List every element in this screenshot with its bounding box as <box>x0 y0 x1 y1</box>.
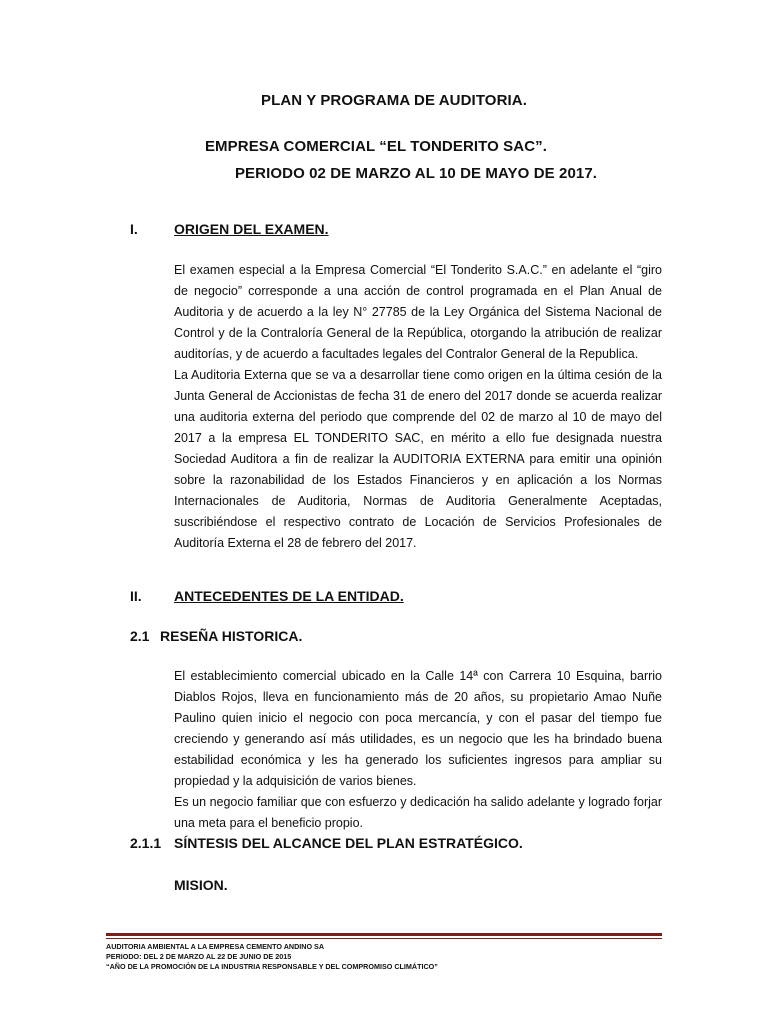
paragraph: El examen especial a la Empresa Comercial “El Tonderito S.A.C.” en adelante el “giro de negocio” corresponde a una acción de control programada en el Plan Anual de Auditoria y de acuerdo a la ley N° 27785 de la Ley Orgánica del Sistema Nacional de Control y de la Contraloría General de la República, otorgando la atribución de realizar auditorías, y de acuerdo a facultades legales del Contralor General de la Republica. <box>174 263 662 361</box>
document-page: PLAN Y PROGRAMA DE AUDITORIA. EMPRESA COMERCIAL “EL TONDERITO SAC”. PERIODO 02 DE MARZO AL 10 DE MAYO DE 2017. I. ORIGEN DEL EXAMEN. El examen especial a la Empresa Comercial “El Tonderito S.A.C.” en adelante el “giro de negocio” corresponde a una acción de control programada en el Plan Anual de Auditoria y de acuerdo a la ley N° 27785 de la Ley Orgánica del Sistema Nacional de Control y de la Contraloría General de la República, otorgando la atribución de realizar auditorías, y de acuerdo a facultades legales del Contralor General de la Republica. La Auditoria Externa que se va a desarrollar tiene como origen en la última cesión de la Junta General de Accionistas de fecha 31 de enero del 2017 donde se acuerda realizar una auditoria externa del periodo que comprende del 02 de marzo al 10 de mayo del 2017 a la empresa EL TONDERITO SAC, en mérito a ello fue designada nuestra Sociedad Auditora a fin de realizar la AUDITORIA EXTERNA para emitir una opinión sobre la razonabilidad de los Estados Financieros y en aplicación a los Normas Internacionales de Auditoria, Normas de Auditoria Generalmente Aceptadas, suscribiéndose el respectivo contrato de Locación de Servicios Profesionales de Auditoría Externa el 28 de febrero del 2017. II. ANTECEDENTES DE LA ENTIDAD. 2.1 RESEÑA HISTORICA. El establecimiento comercial ubicado en la Calle 14ª con Carrera 10 Esquina, barrio Diablos Rojos, lleva en funcionamiento más de 20 años, su propietario Amao Nuñe Paulino quien inicio el negocio con poca mercancía, y con el pasar del tiempo fue creciendo y generando así más utilidades, es un negocio que les ha brindado buena estabilidad económica y les ha generado los suficientes ingresos para ampliar su propiedad y la adquisición de varios bienes. Es un negocio familiar que con esfuerzo y dedicación ha salido adelante y logrado forjar una meta para el beneficio propio. 2.1.1 SÍNTESIS DEL ALCANCE DEL PLAN ESTRATÉGICO. MISION. AUDITORIA AMBIENTAL A LA EMPRESA CEMENTO ANDINO SA PERIODO: DEL 2 DE MARZO AL 22 DE JUNIO DE 2015 “AÑO DE LA PROMOCIÓN DE LA INDUSTRIA RESPONSABLE Y DEL COMPROMISO CLIMÁTICO” <box>0 0 768 1024</box>
paragraph: Es un negocio familiar que con esfuerzo y dedicación ha salido adelante y logrado forjar una meta para el beneficio propio. <box>174 795 662 830</box>
paragraph: La Auditoria Externa que se va a desarrollar tiene como origen en la última cesión de la Junta General de Accionistas de fecha 31 de enero del 2017 donde se acuerda realizar una auditoria externa del periodo que comprende del 02 de marzo al 10 de mayo del 2017 a la empresa EL TONDERITO SAC, en mérito a ello fue designada nuestra Sociedad Auditora a fin de realizar la AUDITORIA EXTERNA para emitir una opinión sobre la razonabilidad de los Estados Financieros y en aplicación a los Normas Internacionales de Auditoria, Normas de Auditoria Generalmente Aceptadas, suscribiéndose el respectivo contrato de Locación de Servicios Profesionales de Auditoría Externa el 28 de febrero del 2017. <box>174 368 662 550</box>
subsection-heading: SÍNTESIS DEL ALCANCE DEL PLAN ESTRATÉGICO. <box>174 835 523 851</box>
company-title: EMPRESA COMERCIAL “EL TONDERITO SAC”. <box>204 138 548 155</box>
footer-rule <box>106 933 662 936</box>
subsection-heading: RESEÑA HISTORICA. <box>160 628 303 644</box>
footer-line: AUDITORIA AMBIENTAL A LA EMPRESA CEMENTO ANDINO SA <box>106 942 325 951</box>
paragraph: El establecimiento comercial ubicado en la Calle 14ª con Carrera 10 Esquina, barrio Diablos Rojos, lleva en funcionamiento más de 20 años, su propietario Amao Nuñe Paulino quien inicio el negocio con poca mercancía, y con el pasar del tiempo fue creciendo y generando así más utilidades, es un negocio que les ha brindado buena estabilidad económica y les ha generado los suficientes ingresos para ampliar su propiedad y la adquisición de varios bienes. <box>174 669 662 788</box>
subsection-number: 2.1 <box>130 628 150 644</box>
section-number: II. <box>130 588 142 604</box>
section-heading: ORIGEN DEL EXAMEN. <box>174 221 329 237</box>
section-number: I. <box>130 221 138 237</box>
section-heading: ANTECEDENTES DE LA ENTIDAD. <box>174 588 404 604</box>
subsection-number: 2.1.1 <box>130 835 162 851</box>
period-title: PERIODO 02 DE MARZO AL 10 DE MAYO DE 2017. <box>234 165 598 182</box>
section-resena-body <box>174 666 662 834</box>
footer-line: “AÑO DE LA PROMOCIÓN DE LA INDUSTRIA RESPONSABLE Y DEL COMPROMISO CLIMÁTICO” <box>106 962 438 971</box>
document-title: PLAN Y PROGRAMA DE AUDITORIA. <box>261 92 527 109</box>
page-footer <box>106 942 666 972</box>
footer-line: PERIODO: DEL 2 DE MARZO AL 22 DE JUNIO DE 2015 <box>106 952 292 961</box>
footer-rule <box>106 938 662 939</box>
section-origen-body <box>174 260 662 554</box>
